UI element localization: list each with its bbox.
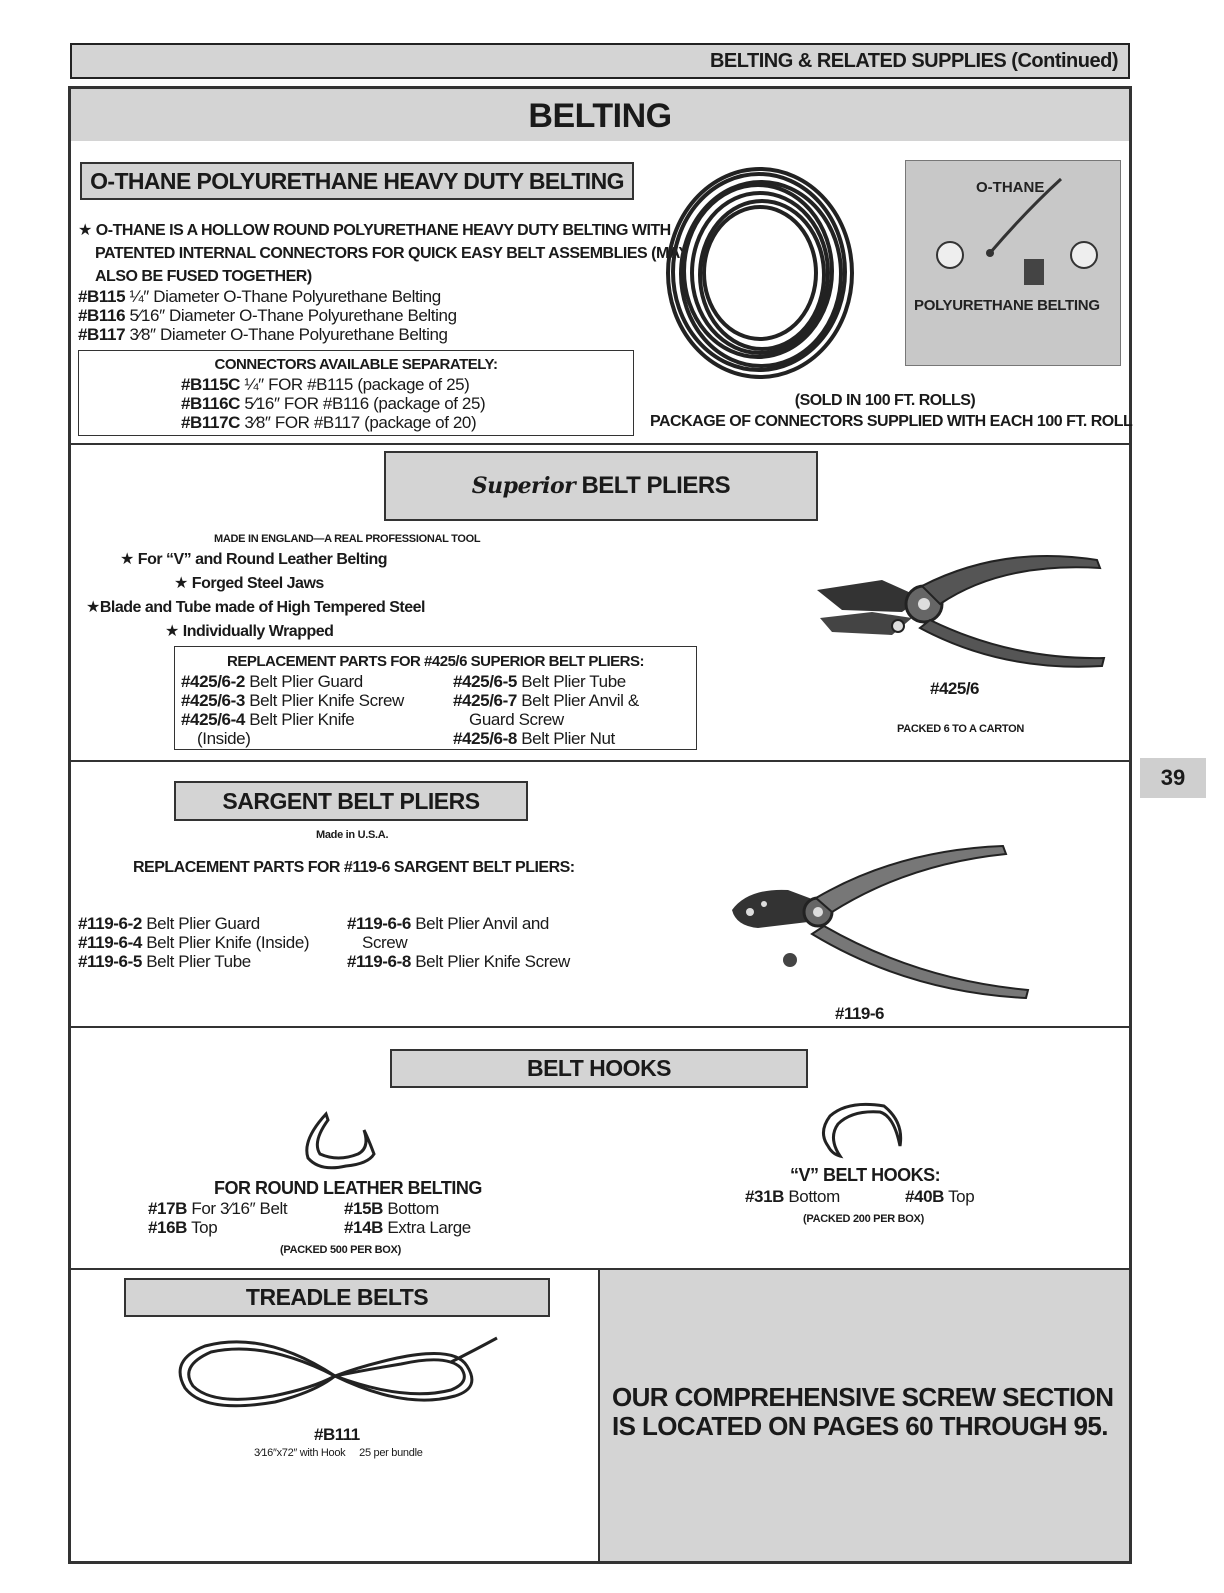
treadle-model: #B111	[314, 1425, 360, 1444]
superior-parts-title: REPLACEMENT PARTS FOR #425/6 SUPERIOR BELT PLIERS:	[227, 653, 645, 670]
hooks-title: BELT HOOKS	[526, 1055, 672, 1081]
part-item: #425/6-7 Belt Plier Anvil &	[453, 691, 639, 710]
divider	[71, 760, 1129, 762]
divider	[71, 443, 1129, 445]
superior-model: #425/6	[930, 679, 979, 698]
screw-note-line2: IS LOCATED ON PAGES 60 THROUGH 95.	[612, 1411, 1108, 1441]
belt-coil-image	[660, 158, 860, 388]
treadle-title: TREADLE BELTS	[245, 1284, 429, 1310]
v-hooks-title: “V” BELT HOOKS:	[790, 1165, 941, 1185]
header-bar	[70, 43, 1130, 79]
part-item: #119-6-4 Belt Plier Knife (Inside)	[78, 933, 310, 952]
screw-note-line1: OUR COMPREHENSIVE SCREW SECTION	[612, 1382, 1114, 1412]
v-hook-image	[818, 1098, 908, 1164]
feature-item: ★ Individually Wrapped	[165, 623, 334, 640]
sargent-pliers-image	[728, 840, 1038, 1005]
superior-brand: Superior	[471, 473, 576, 499]
hooks-title-box	[390, 1049, 808, 1088]
othane-box-image	[905, 160, 1121, 366]
round-hooks-packed: (PACKED 500 PER BOX)	[280, 1244, 401, 1256]
feature-item: ★ For “V” and Round Leather Belting	[120, 551, 388, 568]
box-label-bottom: POLYURETHANE BELTING	[914, 297, 1100, 314]
part-item: #119-6-6 Belt Plier Anvil and	[347, 914, 549, 933]
list-item: #B117 3⁄8″ Diameter O-Thane Polyurethane Belting	[78, 325, 448, 344]
othane-caption-1: (SOLD IN 100 FT. ROLLS)	[794, 392, 976, 409]
part-item: #119-6-5 Belt Plier Tube	[78, 952, 251, 971]
hook-item: #14B Extra Large	[344, 1218, 471, 1237]
part-item: #425/6-2 Belt Plier Guard	[181, 672, 363, 691]
sargent-title-box	[174, 781, 528, 821]
connectors-title: CONNECTORS AVAILABLE SEPARATELY:	[214, 356, 498, 373]
othane-bullet-line3: ALSO BE FUSED TOGETHER)	[95, 268, 312, 285]
part-item-cont: (Inside)	[197, 729, 251, 748]
othane-bullet-line2: PATENTED INTERNAL CONNECTORS FOR QUICK EASY BELT ASSEMBLIES (MAY	[95, 245, 689, 262]
sargent-parts-title: REPLACEMENT PARTS FOR #119-6 SARGENT BELT PLIERS:	[133, 859, 575, 876]
list-item: #B115C ¼″ FOR #B115 (package of 25)	[181, 375, 470, 394]
sargent-title: SARGENT BELT PLIERS	[222, 788, 480, 814]
treadle-belt-image	[165, 1330, 505, 1422]
feature-item: ★ Forged Steel Jaws	[174, 575, 324, 592]
box-label-top: O-THANE	[976, 179, 1045, 196]
header-title: BELTING & RELATED SUPPLIES (Continued)	[709, 50, 1118, 72]
section-header	[71, 89, 1129, 141]
part-item-cont: Guard Screw	[469, 710, 564, 729]
superior-made-in: MADE IN ENGLAND—A REAL PROFESSIONAL TOOL	[214, 533, 481, 545]
othane-title-box	[80, 162, 634, 200]
page-number-tab: 39	[1140, 758, 1206, 798]
section-title: BELTING	[528, 97, 672, 135]
sargent-made-in: Made in U.S.A.	[316, 829, 389, 841]
treadle-title-box	[124, 1278, 550, 1317]
part-item: #425/6-3 Belt Plier Knife Screw	[181, 691, 404, 710]
superior-pliers-image	[812, 540, 1112, 680]
othane-caption-2: PACKAGE OF CONNECTORS SUPPLIED WITH EACH 100 FT. ROLL	[650, 413, 1133, 430]
hook-item: #16B Top	[148, 1218, 218, 1237]
v-hooks-packed: (PACKED 200 PER BOX)	[803, 1213, 924, 1225]
part-item: #425/6-5 Belt Plier Tube	[453, 672, 626, 691]
superior-packed: PACKED 6 TO A CARTON	[897, 723, 1025, 735]
hook-item: #31B Bottom	[745, 1187, 840, 1206]
part-item-cont: Screw	[362, 933, 408, 952]
round-hook-image	[298, 1110, 380, 1176]
screw-note-panel	[600, 1270, 1129, 1561]
feature-item: ★Blade and Tube made of High Tempered Steel	[86, 599, 425, 616]
divider	[71, 1026, 1129, 1028]
part-item: #119-6-8 Belt Plier Knife Screw	[347, 952, 570, 971]
sargent-model: #119-6	[835, 1004, 884, 1023]
othane-bullet: ★ O-THANE IS A HOLLOW ROUND POLYURETHANE HEAVY DUTY BELTING WITH	[78, 222, 671, 239]
part-item: #425/6-8 Belt Plier Nut	[453, 729, 615, 748]
othane-title: O-THANE POLYURETHANE HEAVY DUTY BELTING	[90, 168, 624, 194]
connectors-box	[78, 350, 634, 436]
hook-item: #40B Top	[905, 1187, 975, 1206]
list-item: #B116 5⁄16″ Diameter O-Thane Polyurethane Belting	[78, 306, 457, 325]
list-item: #B116C 5⁄16″ FOR #B116 (package of 25)	[181, 394, 486, 413]
hook-item: #17B For 3⁄16″ Belt	[148, 1199, 288, 1218]
list-item: #B115 ¼″ Diameter O-Thane Polyurethane Belting	[78, 287, 441, 306]
round-hooks-title: FOR ROUND LEATHER BELTING	[214, 1178, 482, 1198]
superior-title-box	[384, 451, 818, 521]
superior-parts-box	[174, 646, 697, 750]
hook-item: #15B Bottom	[344, 1199, 439, 1218]
part-item: #119-6-2 Belt Plier Guard	[78, 914, 260, 933]
list-item: #B117C 3⁄8″ FOR #B117 (package of 20)	[181, 413, 477, 432]
part-item: #425/6-4 Belt Plier Knife	[181, 710, 355, 729]
superior-title: BELT PLIERS	[581, 472, 731, 499]
treadle-spec: 3⁄16″x72″ with Hook 25 per bundle	[254, 1447, 423, 1459]
